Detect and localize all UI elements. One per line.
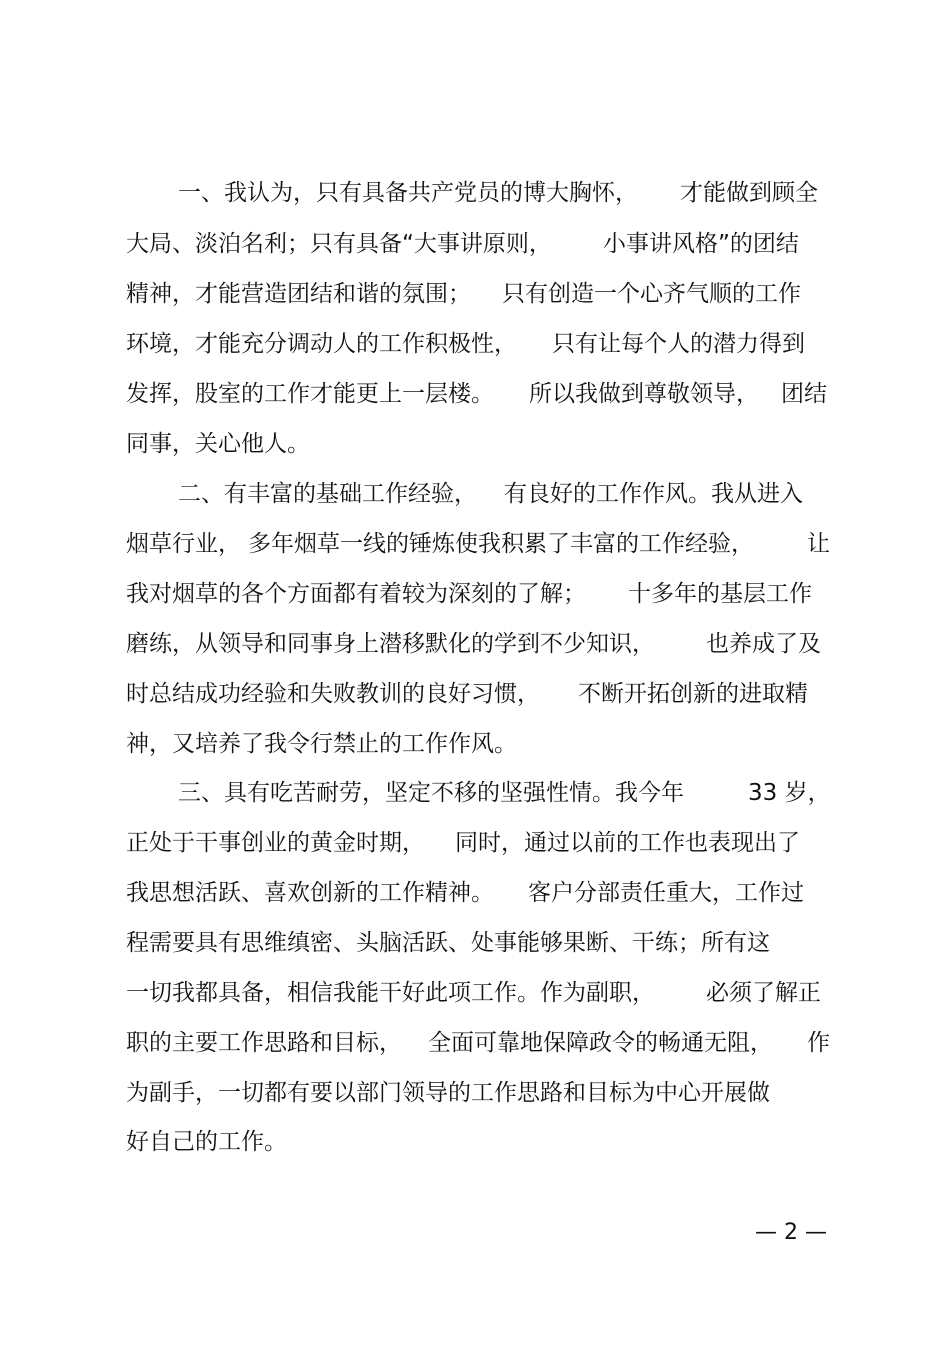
- text-segment: 客户分部责任重大，工作过: [528, 880, 804, 906]
- paragraph-1-line-2: [0, 227, 950, 261]
- paragraph-2-line-5: [0, 677, 950, 711]
- page-number: — 2 —: [755, 1220, 827, 1245]
- text-segment: 正处于干事创业的黄金时期，: [126, 830, 425, 856]
- paragraph-3-line-3: [0, 876, 950, 910]
- text-segment: 所以我做到尊敬领导，: [529, 381, 759, 407]
- text-segment: 时总结成功经验和失败教训的良好习惯，: [126, 681, 540, 707]
- text-segment: 只有让每个人的潜力得到: [552, 331, 805, 357]
- text-segment: 一切我都具备，相信我能干好此项工作。作为副职，: [126, 980, 655, 1006]
- paragraph-2-line-6: [0, 727, 950, 761]
- text-segment: 程需要具有思维缜密、头脑活跃、处事能够果断、干练；所有这: [126, 930, 770, 956]
- paragraph-3-line-2: [0, 826, 950, 860]
- text-segment: 我对烟草的各个方面都有着较为深刻的了解；: [126, 581, 586, 607]
- paragraph-2-line-2: [0, 527, 950, 561]
- text-segment: 好自己的工作。: [126, 1129, 287, 1155]
- text-segment: 必须了解正: [706, 980, 821, 1006]
- paragraph-3-line-7: [0, 1076, 950, 1110]
- paragraph-1-line-6: [0, 427, 950, 461]
- text-segment: 只有创造一个心齐气顺的工作: [502, 281, 801, 307]
- text-segment: 不断开拓创新的进取精: [578, 681, 808, 707]
- text-segment: 职的主要工作思路和目标，: [126, 1030, 402, 1056]
- text-segment: 烟草行业，: [126, 531, 241, 557]
- paragraph-3-line-6: [0, 1026, 950, 1060]
- paragraph-3-line-8: [0, 1125, 950, 1159]
- paragraph-2-line-3: [0, 577, 950, 611]
- text-segment: 二、有丰富的基础工作经验，: [178, 481, 477, 507]
- text-segment: 我思想活跃、喜欢创新的工作精神。: [126, 880, 494, 906]
- text-segment: 让: [807, 531, 830, 557]
- paragraph-1-line-1: [0, 176, 950, 210]
- text-segment: 精神，才能营造团结和谐的氛围；: [126, 281, 471, 307]
- text-segment: 发挥，股室的工作才能更上一层楼。: [126, 381, 494, 407]
- text-segment: 环境，才能充分调动人的工作积极性，: [126, 331, 517, 357]
- text-segment: 才能做到顾全: [680, 180, 818, 206]
- paragraph-2-line-4: [0, 627, 950, 661]
- paragraph-3-line-4: [0, 926, 950, 960]
- text-segment: 十多年的基层工作: [628, 581, 812, 607]
- text-segment: 全面可靠地保障政令的畅通无阻，: [428, 1030, 773, 1056]
- text-segment: 有良好的工作作风。我从进入: [504, 481, 803, 507]
- paragraph-2-line-1: [0, 477, 950, 511]
- text-segment: 大局、淡泊名利；只有具备“大事讲原则，: [126, 231, 552, 257]
- paragraph-1-line-3: [0, 277, 950, 311]
- text-segment: 也养成了及: [706, 631, 821, 657]
- text-segment: 同事，关心他人。: [126, 431, 310, 457]
- paragraph-1-line-5: [0, 377, 950, 411]
- text-segment: 一、我认为，只有具备共产党员的博大胸怀，: [178, 180, 638, 206]
- paragraph-1-line-4: [0, 327, 950, 361]
- text-segment: 为副手，一切都有要以部门领导的工作思路和目标为中心开展做: [126, 1080, 770, 1106]
- paragraph-3-line-5: [0, 976, 950, 1010]
- text-segment: 三、具有吃苦耐劳，坚定不移的坚强性情。我今年: [178, 780, 684, 806]
- text-segment: 多年烟草一线的锤炼使我积累了丰富的工作经验，: [248, 531, 754, 557]
- paragraph-3-line-1: [0, 776, 950, 810]
- text-segment: 小事讲风格”的团结: [603, 231, 799, 257]
- text-segment: 磨练，从领导和同事身上潜移默化的学到不少知识，: [126, 631, 655, 657]
- text-segment: 神，又培养了我令行禁止的工作作风。: [126, 731, 517, 757]
- text-segment: 33 岁，: [748, 780, 831, 806]
- text-segment: 同时，通过以前的工作也表现出了: [455, 830, 800, 856]
- text-segment: 作: [807, 1030, 830, 1056]
- text-segment: 团结: [781, 381, 827, 407]
